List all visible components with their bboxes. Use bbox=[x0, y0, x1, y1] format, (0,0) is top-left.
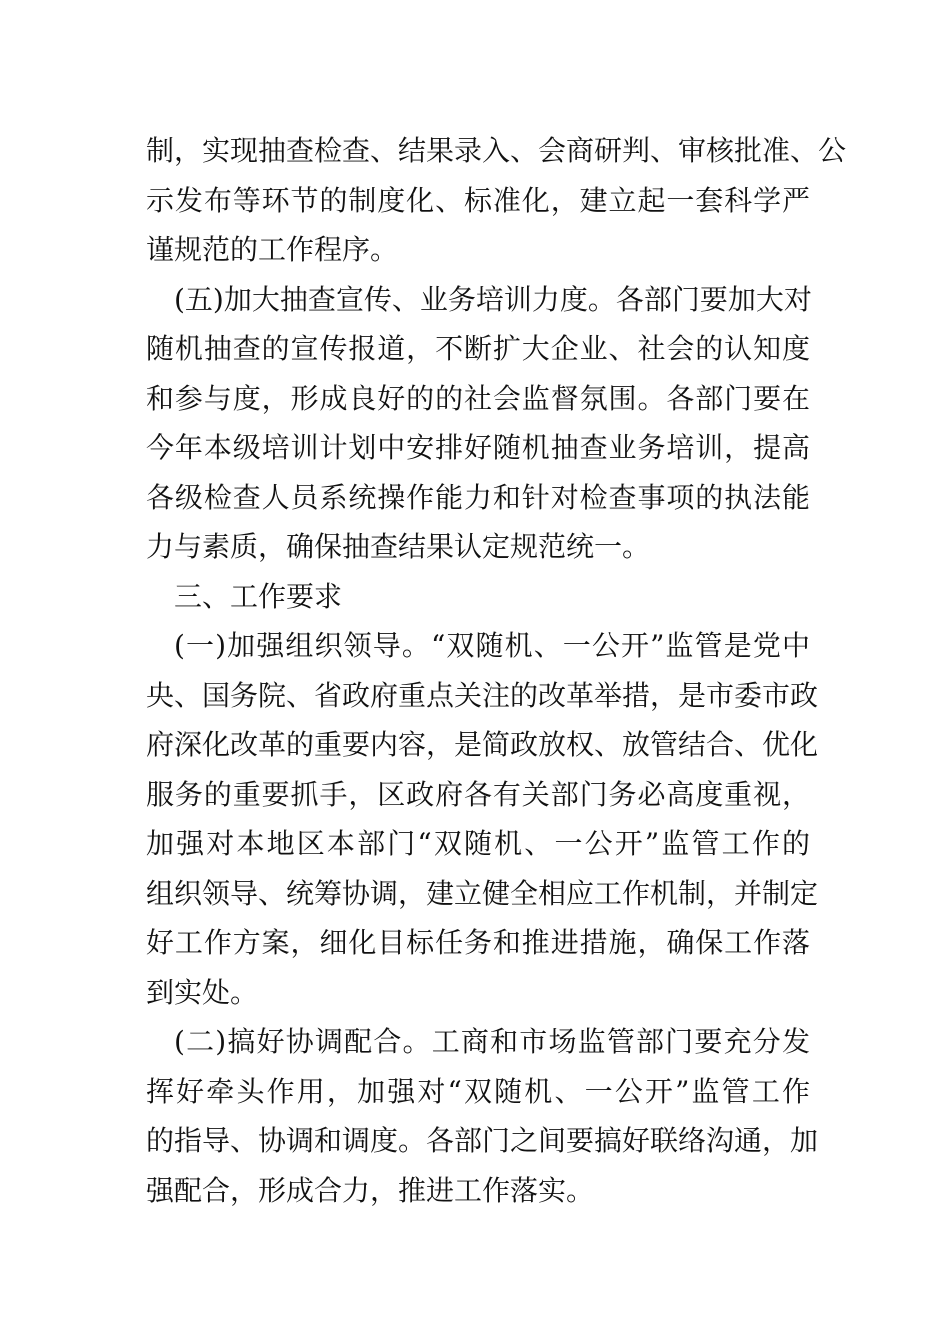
text-line: 服务的重要抓手，区政府各有关部门务必高度重视， bbox=[146, 777, 810, 811]
text-line: 各级检查人员系统操作能力和针对检查事项的执法能 bbox=[146, 480, 810, 514]
text-line: 央、国务院、省政府重点关注的改革举措，是市委市政 bbox=[146, 678, 819, 712]
text-line: 加强对本地区本部门“双随机、一公开”监管工作的 bbox=[146, 827, 810, 860]
text-line: 力与素质，确保抽查结果认定规范统一。 bbox=[146, 530, 651, 563]
text-line: 和参与度，形成良好的的社会监督氛围。各部门要在 bbox=[146, 381, 810, 415]
text-line: 示发布等环节的制度化、标准化，建立起一套科学严 bbox=[146, 183, 810, 217]
text-line: 组织领导、统筹协调，建立健全相应工作机制，并制定 bbox=[146, 876, 819, 910]
text-line: 好工作方案，细化目标任务和推进措施，确保工作落 bbox=[146, 926, 810, 959]
document-body bbox=[146, 126, 847, 1215]
text-line: 强配合，形成合力，推进工作落实。 bbox=[146, 1173, 595, 1207]
text-line: 随机抽查的宣传报道，不断扩大企业、社会的认知度 bbox=[146, 332, 810, 365]
text-line: 到实处。 bbox=[146, 975, 259, 1009]
text-line: 谨规范的工作程序。 bbox=[146, 233, 399, 266]
text-line: 挥好牵头作用，加强对“双随机、一公开”监管工作 bbox=[146, 1074, 810, 1108]
text-line: 今年本级培训计划中安排好随机抽查业务培训，提高 bbox=[146, 431, 810, 464]
text-line: 制，实现抽查检查、结果录入、会商研判、审核批准、公 bbox=[146, 134, 847, 167]
text-line: (五)加大抽查宣传、业务培训力度。各部门要加大对 bbox=[174, 282, 812, 316]
text-line: 的指导、协调和调度。各部门之间要搞好联络沟通，加 bbox=[146, 1124, 819, 1157]
text-line: 府深化改革的重要内容，是简政放权、放管结合、优化 bbox=[146, 728, 819, 761]
text-line: (一)加强组织领导。“双随机、一公开”监管是党中 bbox=[174, 629, 810, 662]
text-line: (二)搞好协调配合。工商和市场监管部门要充分发 bbox=[174, 1025, 810, 1058]
section-heading: 三、工作要求 bbox=[174, 579, 343, 613]
